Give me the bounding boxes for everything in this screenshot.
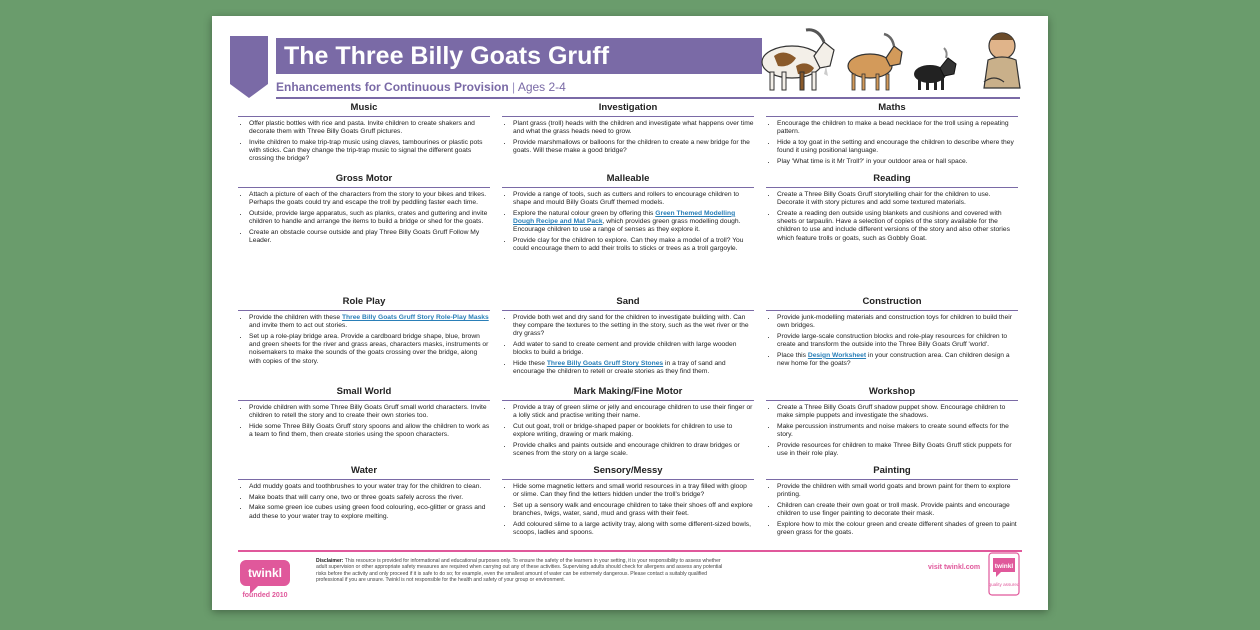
- item-list: [502, 314, 754, 376]
- list-item: [249, 314, 490, 330]
- visit-twinkl-link[interactable]: visit twinkl.com: [928, 564, 981, 571]
- item-text: Plant grass (troll) heads with the children and investigate what happens over time and what the grass heads need to grow.: [513, 120, 754, 136]
- resource-sheet: [212, 16, 1048, 610]
- list-item: [777, 333, 1018, 349]
- item-text: Make some green ice cubes using green food colouring, eco-glitter or grass and add these to your water tray to explore melting.: [249, 504, 486, 520]
- section-title: Workshop: [766, 384, 1018, 401]
- item-text: Provide a tray of green slime or jelly and encourage children to use their finger or a lolly stick and practise writing their name.: [513, 404, 753, 420]
- item-text: Children can create their own goat or troll mask. Provide paints and encourage children to use finger painting to decorate their mask.: [777, 501, 1010, 518]
- item-list: [238, 314, 490, 366]
- section-maths: [766, 100, 1018, 169]
- list-item: [249, 191, 490, 207]
- item-text: Create an obstacle course outside and play Three Billy Goats Gruff Follow My Leader.: [249, 228, 480, 245]
- goats-and-troll-illustration: [752, 22, 1022, 94]
- item-text: Set up a role-play bridge area. Provide a cardboard bridge shape, blue, brown and green sheets for the river and grass areas, characters masks, instruments or noisemakers to make the sounds of the goats crossing over the bridge, along with copies of the story.: [249, 332, 489, 365]
- section-title: Malleable: [502, 171, 754, 188]
- item-list: [502, 191, 754, 253]
- list-item: [513, 237, 754, 253]
- section-sensory: [502, 463, 754, 540]
- list-item: [777, 521, 1018, 537]
- list-item: [513, 139, 754, 155]
- section-title: Small World: [238, 384, 490, 401]
- list-item: [777, 352, 1018, 368]
- list-item: [777, 442, 1018, 458]
- item-text: Provide clay for the children to explore. Can they make a model of a troll? You could encourage them to add their trolls to sticks or trees as a troll gargoyle.: [513, 237, 744, 253]
- subtitle-separator: |: [508, 80, 518, 94]
- section-water: [238, 463, 490, 523]
- item-text: Place this: [777, 351, 808, 359]
- item-list: [502, 120, 754, 155]
- item-text: Provide children with some Three Billy Goats Gruff small world characters. Invite children to retell the story and to create their own stories too.: [249, 404, 487, 420]
- section-construction: [766, 294, 1018, 371]
- item-text: Add muddy goats and toothbrushes to your water tray for the children to clean.: [249, 483, 482, 490]
- item-text: Invite children to make trip-trap music using claves, tambourines or plastic pots with sticks. Can they change the trip-trap music to signal the different goats crossing the bridge?: [249, 138, 483, 163]
- list-item: [777, 158, 1018, 166]
- item-text: Cut out goat, troll or bridge-shaped paper or booklets for children to use to explore writing, drawing or mark making.: [513, 422, 733, 439]
- item-text: Set up a sensory walk and encourage children to take their shoes off and explore branches, twigs, water, sand, mud and grass with their feet.: [513, 501, 753, 518]
- item-text: Add water to sand to create cement and provide children with large wooden blocks to build a bridge.: [513, 341, 737, 357]
- page-subtitle: [276, 80, 566, 94]
- section-title: Gross Motor: [238, 171, 490, 188]
- middle-goat-icon: [848, 34, 902, 90]
- section-workshop: [766, 384, 1018, 461]
- section-title: Sensory/Messy: [502, 463, 754, 480]
- logo-right-sub: quality assured: [988, 582, 1020, 587]
- list-item: [777, 314, 1018, 330]
- big-goat-icon: [762, 30, 834, 90]
- section-malleable: [502, 171, 754, 256]
- subtitle-main: Enhancements for Continuous Provision: [276, 80, 509, 94]
- item-list: [766, 404, 1018, 458]
- section-title: Reading: [766, 171, 1018, 188]
- section-reading: [766, 171, 1018, 245]
- item-text: Encourage the children to make a bead necklace for the troll using a repeating pattern.: [777, 120, 1009, 136]
- section-painting: [766, 463, 1018, 540]
- page-title: The Three Billy Goats Gruff: [276, 38, 762, 74]
- item-text: Add coloured slime to a large activity tray, along with some different-sized bowls, scoops, ladles and spoons.: [513, 520, 752, 537]
- item-text: Provide the children with these: [249, 314, 342, 321]
- section-title: Construction: [766, 294, 1018, 311]
- logo-right-text: twinkl: [994, 563, 1014, 570]
- section-title: Music: [238, 100, 490, 117]
- item-text: in a tray of sand and encourage the children to retell or create stories as they find them.: [513, 360, 726, 376]
- list-item: [513, 442, 754, 458]
- item-list: [238, 404, 490, 439]
- section-gross-motor: [238, 171, 490, 248]
- list-item: [777, 423, 1018, 439]
- list-item: [249, 120, 490, 136]
- twinkl-logo-icon[interactable]: [238, 556, 292, 598]
- item-text: Provide large-scale construction blocks and role-play resources for children to create and transform the outside into the Three Billy Goats Gruff 'world'.: [777, 332, 1008, 349]
- list-item: [513, 483, 754, 499]
- item-text: Create a Three Billy Goats Gruff shadow puppet show. Encourage children to make simple puppets and investigate the shadows.: [777, 404, 1006, 420]
- list-item: [513, 314, 754, 339]
- section-title: Mark Making/Fine Motor: [502, 384, 754, 401]
- section-small-world: [238, 384, 490, 442]
- item-text: Provide a range of tools, such as cutters and rollers to encourage children to shape and mould Billy Goats Gruff themed models.: [513, 191, 740, 207]
- item-text: Outside, provide large apparatus, such as planks, crates and guttering and invite children to handle and arrange the items to build a bridge or shed for the goats.: [249, 209, 488, 226]
- item-list: [502, 404, 754, 458]
- section-investigation: [502, 100, 754, 158]
- disclaimer: [316, 558, 726, 584]
- item-list: [766, 120, 1018, 166]
- list-item: [513, 191, 754, 207]
- item-list: [502, 483, 754, 537]
- item-text: Provide both wet and dry sand for the children to investigate building with. Can they compare the textures to the setting in the story, such as the wet river or the dry grass?: [513, 314, 749, 338]
- list-item: [777, 404, 1018, 420]
- list-item: [513, 341, 754, 357]
- subtitle-ages: Ages 2-4: [517, 80, 566, 94]
- item-text: in your construction area. Can children design a new home for the goats?: [777, 351, 1010, 368]
- item-text: Explore the natural colour green by offering this: [513, 209, 656, 217]
- resource-link[interactable]: Three Billy Goats Gruff Story Stones: [546, 360, 664, 368]
- item-list: [238, 120, 490, 164]
- list-item: [513, 210, 754, 235]
- resource-link[interactable]: Green Themed Modelling Dough Recipe and Mat Pack: [513, 209, 736, 226]
- list-item: [513, 521, 754, 537]
- list-item: [513, 423, 754, 439]
- list-item: [513, 502, 754, 518]
- list-item: [249, 333, 490, 366]
- section-sand: [502, 294, 754, 379]
- item-text: Hide some Three Billy Goats Gruff story spoons and allow the children to work as a team to find them, then create stories using the spoon characters.: [249, 422, 490, 439]
- list-item: [777, 139, 1018, 155]
- item-text: Provide chalks and paints outside and encourage children to draw bridges or scenes from the story on a large scale.: [513, 441, 740, 458]
- list-item: [249, 404, 490, 420]
- resource-link[interactable]: Three Billy Goats Gruff Story Role-Play Masks: [341, 314, 489, 321]
- item-text: Attach a picture of each of the characters from the story to your bikes and trikes. Perhaps the goats could try and escape the troll by peddling faster each time.: [249, 191, 487, 207]
- section-music: [238, 100, 490, 166]
- item-list: [238, 483, 490, 521]
- item-list: [766, 314, 1018, 368]
- item-text: Provide resources for children to make Three Billy Goats Gruff stick puppets for use in their role play.: [777, 441, 1012, 458]
- section-title: Maths: [766, 100, 1018, 117]
- bookmark-ribbon-icon: [230, 36, 268, 98]
- item-list: [766, 191, 1018, 243]
- list-item: [249, 483, 490, 491]
- resource-link[interactable]: Design Worksheet: [807, 351, 867, 359]
- list-item: [513, 360, 754, 376]
- list-item: [249, 229, 490, 245]
- list-item: [777, 191, 1018, 207]
- troll-icon: [984, 33, 1020, 88]
- item-text: Hide these: [513, 360, 547, 368]
- list-item: [777, 502, 1018, 518]
- list-item: [513, 120, 754, 136]
- section-title: Investigation: [502, 100, 754, 117]
- disclaimer-label: Disclaimer:: [316, 558, 344, 564]
- list-item: [249, 139, 490, 164]
- section-title: Painting: [766, 463, 1018, 480]
- item-text: Hide a toy goat in the setting and encourage the children to describe where they found it using positional language.: [777, 138, 1014, 155]
- item-text: Create a Three Billy Goats Gruff storytelling chair for the children to use. Decorate it with story pictures and add some textured materials.: [777, 191, 991, 207]
- quality-assured-badge-icon: [988, 552, 1020, 596]
- list-item: [249, 504, 490, 520]
- section-title: Water: [238, 463, 490, 480]
- list-item: [249, 494, 490, 502]
- section-title: Role Play: [238, 294, 490, 311]
- item-text: Provide the children with small world goats and brown paint for them to explore printing.: [777, 483, 1011, 499]
- list-item: [777, 210, 1018, 243]
- list-item: [249, 423, 490, 439]
- item-text: Explore how to mix the colour green and create different shades of green to paint green grass for the goats.: [777, 520, 1017, 537]
- item-list: [238, 191, 490, 245]
- item-text: , which provides green grass modelling dough. Encourage children to use a range of senses as they explore it.: [513, 218, 741, 234]
- disclaimer-text: This resource is provided for informational and educational purposes only. To ensure the safety of the learners in your setting, it is your responsibility to assess whether adult supervision or other appropriate safety measures are required when carrying out any of these activities. Supervising adults should check for allergens and assess any potential risks before the activity and only proceed if it is safe to do so; for example, even the smallest amount of water can be extremely dangerous. Please contact a suitably qualified professional if you are unsure. Twinkl is not responsible for the health and safety of your group or environment.: [316, 558, 723, 584]
- item-text: Hide some magnetic letters and small world resources in a tray filled with gloop or slime. Can they find the letters hidden under the troll's bridge?: [513, 483, 747, 499]
- item-text: Offer plastic bottles with rice and pasta. Invite children to create shakers and decorate them with Three Billy Goats Gruff pictures.: [249, 120, 475, 136]
- item-text: Provide junk-modelling materials and construction toys for children to build their own bridges.: [777, 314, 1012, 330]
- logo-left-text: twinkl: [247, 566, 283, 580]
- list-item: [777, 120, 1018, 136]
- section-role-play: [238, 294, 490, 368]
- list-item: [777, 483, 1018, 499]
- item-text: Create a reading den outside using blankets and cushions and covered with sheets or tarpaulin. Have a selection of copies of the story available for the children to use and include different versions of the story and also other stories which feature trolls or goats, such as Gobbly Goat.: [777, 209, 1010, 242]
- small-goat-icon: [914, 48, 956, 90]
- item-text: Play 'What time is it Mr Troll?' in your outdoor area or hall space.: [777, 157, 968, 165]
- item-text: and invite them to act out stories.: [249, 322, 348, 330]
- section-title: Sand: [502, 294, 754, 311]
- title-divider: [276, 97, 1020, 99]
- item-list: [766, 483, 1018, 537]
- item-text: Make boats that will carry one, two or three goats safely across the river.: [249, 493, 464, 501]
- list-item: [249, 210, 490, 226]
- footer-divider: [238, 550, 1022, 552]
- section-mark-making: [502, 384, 754, 461]
- logo-left-sub: founded 2010: [242, 592, 288, 598]
- list-item: [513, 404, 754, 420]
- item-text: Provide marshmallows or balloons for the children to create a new bridge for the goats. Will these make a good bridge?: [513, 138, 750, 155]
- item-text: Make percussion instruments and noise makers to create sound effects for the story.: [777, 422, 1009, 439]
